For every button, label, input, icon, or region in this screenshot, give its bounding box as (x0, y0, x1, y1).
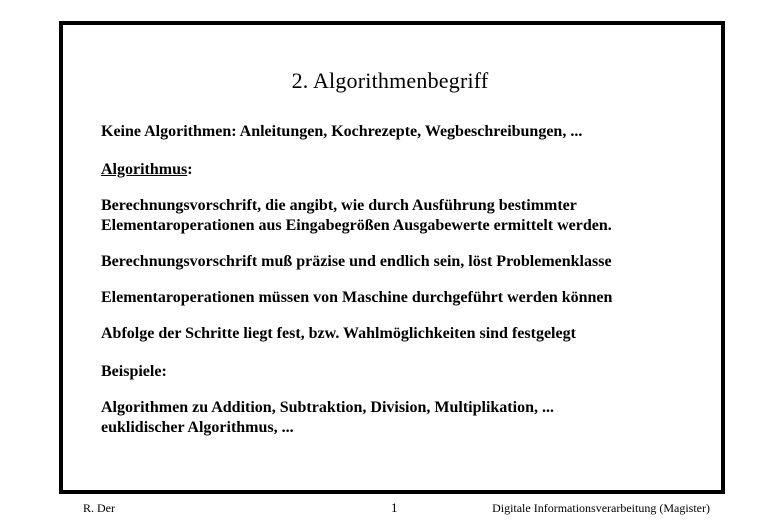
definition-text (101, 196, 612, 236)
algorithm-term: Algorithmus (101, 161, 188, 178)
footer-author: R. Der (83, 501, 115, 515)
no-algorithms-text: Keine Algorithmen: Anleitungen, Kochrezepte, Wegbeschreibungen, ... (101, 123, 583, 140)
footer-course: Digitale Informationsverarbeitung (Magister) (492, 501, 710, 515)
definition-line-1: Berechnungsvorschrift, die angibt, wie durch Ausführung bestimmter (101, 197, 577, 214)
example-line-2: euklidischer Algorithmus, ... (101, 419, 294, 436)
slide-title: 2. Algorithmenbegriff (291, 68, 489, 93)
footer-page-number: 1 (391, 500, 398, 515)
examples-heading: Beispiele: (101, 363, 167, 380)
example-line-1: Algorithmen zu Addition, Subtraktion, Division, Multiplikation, ... (101, 399, 554, 416)
algorithm-heading (101, 160, 193, 180)
property-machine-text: Elementaroperationen müssen von Maschine durchgeführt werden können (101, 289, 613, 306)
property-order-text: Abfolge der Schritte liegt fest, bzw. Wahlmöglichkeiten sind festgelegt (101, 325, 576, 342)
algorithm-colon: : (187, 161, 193, 178)
definition-line-2: Elementaroperationen aus Eingabegrößen Ausgabewerte ermittelt werden. (101, 217, 612, 234)
property-precise-text: Berechnungsvorschrift muß präzise und endlich sein, löst Problemenklasse (101, 253, 612, 270)
examples-text (101, 398, 554, 438)
